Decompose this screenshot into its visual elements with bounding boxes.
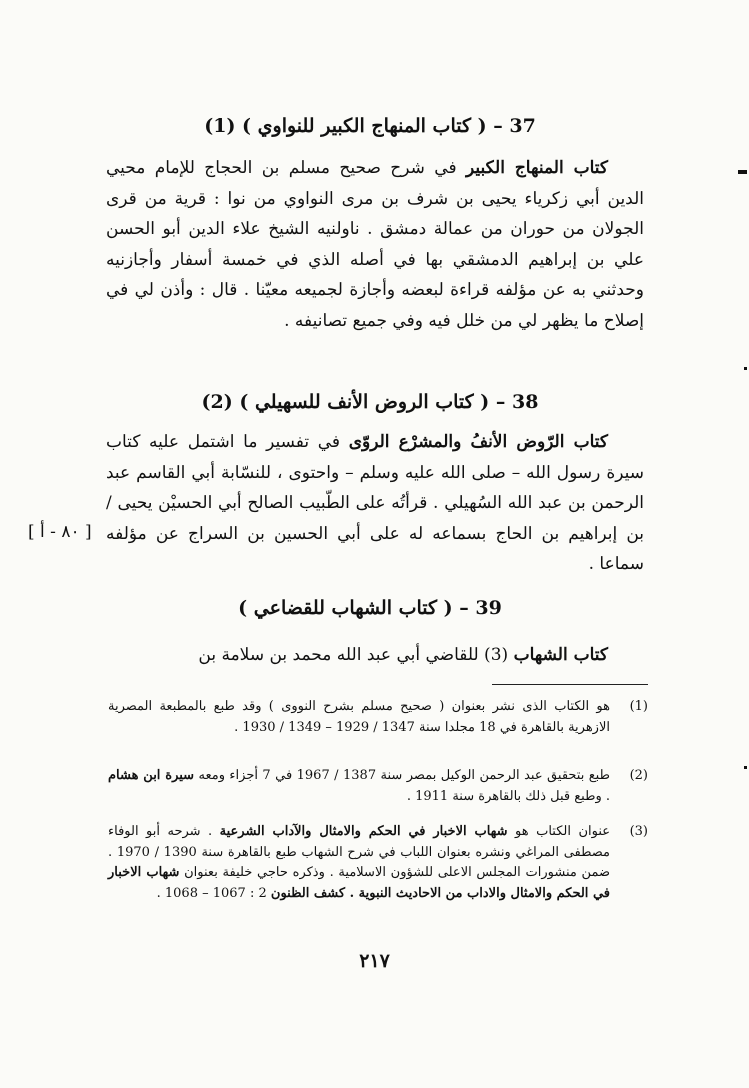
footnote-number: (1) [629, 699, 648, 714]
footnote-bold-title: سيرة ابن هشام [108, 768, 195, 783]
footnote-separator [492, 684, 648, 685]
footnote-2 [108, 766, 648, 807]
paragraph-text: في تفسير ما اشتمل عليه كتاب سيرة رسول الله – صلى الله عليه وسلم – واحتوى ، للنسّابة أبي القاسم عبد الرحمن بن عبد الله السُهيلي . قرأتُه على الطّبيب الصالح أبي الحسيْن يحيى / بن إبراهيم بن الحاج بسماعه له على أبي الحسين بن السراج عن مؤلفه سماعا . [106, 432, 644, 574]
book-title: كتاب الشهاب [513, 645, 608, 665]
section-paragraph-38 [106, 427, 644, 580]
page-number: ٢١٧ [359, 950, 390, 972]
section-paragraph-39 [106, 640, 644, 671]
footnote-text-part: . وطبع قبل ذلك بالقاهرة سنة 1911 . [406, 788, 610, 804]
footnote-text [108, 822, 610, 904]
footnote-text-part: عنوان الكتاب هو [507, 824, 610, 839]
section-paragraph-37 [106, 153, 644, 336]
footnote-text-part: . شرحه أبو الوفاء مصطفى المراغي ونشره بعنوان اللباب في شرح الشهاب طبع بالقاهرة سنة 1390 / 1970 . ضمن منشورات المجلس الاعلى للشؤون الاسلامية . وذكره حاجي خليفة بعنوان [108, 824, 611, 880]
footnote-text: هو الكتاب الذى نشر بعنوان ( صحيح مسلم بشرح النووى ) وقد طبع بالمطبعة المصرية الازهرية بالقاهرة في 18 مجلدا سنة 1347 / 1929 – 1349 / 1930 . [108, 699, 610, 735]
footnote-bold-title: شهاب الاخبار في الحكم والامثال والاداب من الاحاديث النبوية . كشف الظنون [108, 865, 610, 901]
paragraph-text: في شرح صحيح مسلم بن الحجاج للإمام محيي الدين أبي زكرياء يحيى بن شرف بن مرى النواوي من نوا : قرية من قرى الجولان من حوران من عمالة دمشق . ناولنيه الشيخ علاء الدين أبو الحسن علي بن إبراهيم الدمشقي بها في أصله الذي في خمسة أسفار وأجازنيه وحدثني به عن مؤلفه قراءة لبعضه وأجازة لجميعه معيّنا . قال : وأذن لي في إصلاح ما يظهر لي من خلل فيه وفي جميع تصانيفه . [106, 158, 644, 331]
book-title: كتاب الرّوض الأنفُ والمشرْع الروّى [348, 432, 609, 452]
section-heading-39: 39 – ( كتاب الشهاب للقضاعي ) [238, 597, 502, 619]
footnote-text [108, 766, 610, 807]
footnote-number: (3) [629, 824, 648, 839]
footnote-1 [108, 697, 648, 738]
footnote-text-part: طبع بتحقيق عبد الرحمن الوكيل بمصر سنة 1387 / 1967 في 7 أجزاء ومعه [194, 768, 610, 783]
footnote-number: (2) [629, 768, 648, 783]
margin-folio-reference: [ ٨٠ - أ ] [28, 522, 92, 542]
book-title: كتاب المنهاج الكبير [465, 158, 608, 178]
section-heading-38: 38 – ( كتاب الروض الأنف للسهيلي ) (2) [201, 391, 539, 413]
footnote-text-part: 2 : 1067 – 1068 . [156, 885, 271, 901]
section-heading-37: 37 – ( كتاب المنهاج الكبير للنواوي ) (1) [204, 115, 536, 137]
scan-edge-mark [744, 367, 747, 370]
scan-edge-mark [744, 766, 747, 769]
footnote-3 [108, 822, 648, 904]
scan-edge-mark [738, 170, 747, 174]
footnote-bold-title: شهاب الاخبار في الحكم والامثال والآداب الشرعية [219, 824, 508, 839]
paragraph-text: (3) للقاضي أبي عبد الله محمد بن سلامة بن [198, 645, 514, 665]
